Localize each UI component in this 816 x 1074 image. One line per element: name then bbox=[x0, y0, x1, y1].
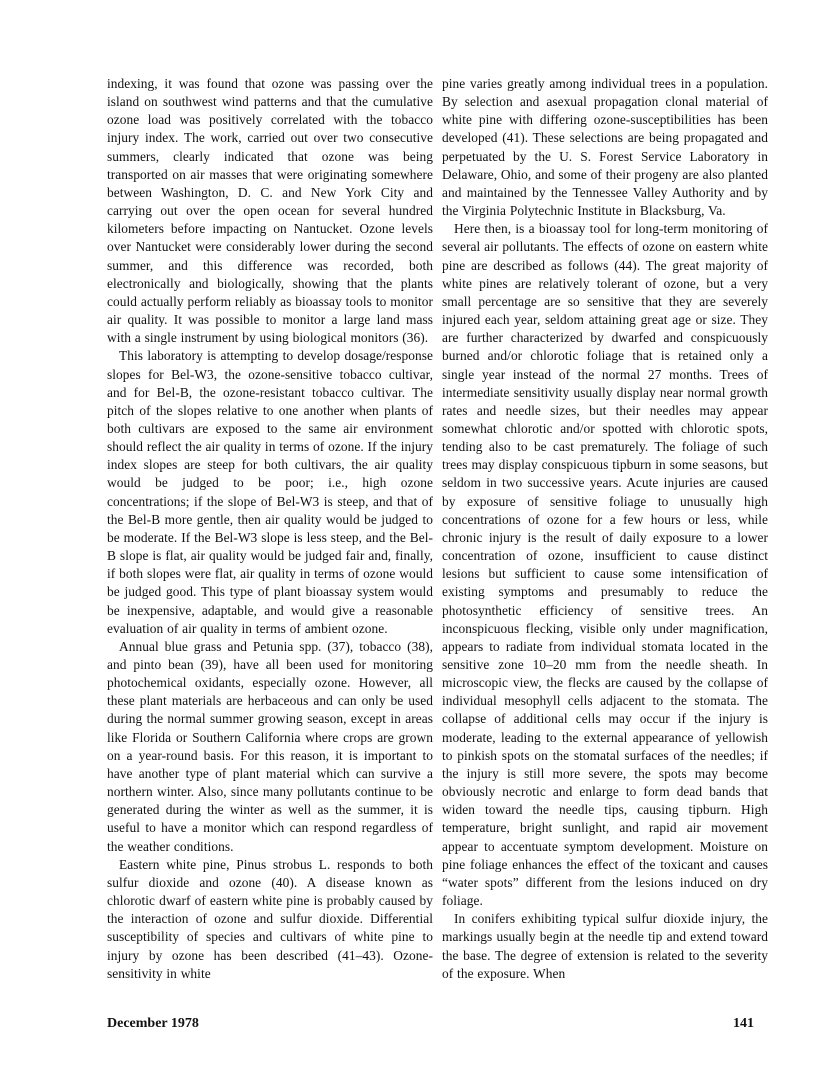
paragraph: Annual blue grass and Petunia spp. (37), tobacco (38), and pinto bean (39), have all been used for monitoring photochemical oxidants, especially ozone. However, all these plant materials are herbaceous and can only be used during the normal summer growing season, except in areas like Florida or Southern California where crops are grown on a year-round basis. For this reason, it is important to have another type of plant material which can survive a northern winter. Also, since many pollutants continue to be generated during the winter as well as the summer, it is useful to have a monitor which can respond regardless of the weather conditions. bbox=[107, 638, 433, 854]
paragraph: This laboratory is attempting to develop dosage/response slopes for Bel-W3, the ozone-sensitive tobacco cultivar, and for Bel-B, the ozone-resistant tobacco cultivar. The pitch of the slopes relative to one another when plants of both cultivars are exposed to the same air environment should reflect the air quality in terms of ozone. If the injury index slopes are steep for both cultivars, the air quality would be judged to be poor; i.e., high ozone concentrations; if the slope of Bel-W3 is steep, and that of the Bel-B more gentle, then air quality would be judged to be moderate. If the Bel-W3 slope is less steep, and the Bel-B slope is flat, air quality would be judged fair and, finally, if both slopes were flat, air quality in terms of ozone would be judged good. This type of plant bioassay system would be inexpensive, adaptable, and would give a reasonable evaluation of air quality in terms of ambient ozone. bbox=[107, 348, 433, 636]
footer-date: December 1978 bbox=[107, 1016, 199, 1031]
paragraph: In conifers exhibiting typical sulfur dioxide injury, the markings usually begin at the needle tip and extend toward the base. The degree of extension is related to the severity of the exposure. When bbox=[442, 911, 768, 981]
right-column bbox=[442, 75, 768, 983]
left-column bbox=[107, 75, 433, 983]
paragraph: Eastern white pine, Pinus strobus L. responds to both sulfur dioxide and ozone (40). A disease known as chlorotic dwarf of eastern white pine is probably caused by the interaction of ozone and sulfur dioxide. Differential susceptibility of species and cultivars of white pine to injury by ozone has been described (41–43). Ozone-sensitivity in white bbox=[107, 856, 433, 981]
paragraph: indexing, it was found that ozone was passing over the island on southwest wind patterns and that the cumulative ozone load was positively correlated with the tobacco injury index. The work, carried out over two consecutive summers, clearly indicated that ozone was being transported on air masses that were originating somewhere between Washington, D. C. and New York City and carrying out over the open ocean for several hundred kilometers before impacting on Nantucket. Ozone levels over Nantucket were considerably lower during the second summer, and this difference was recorded, both electronically and biologically, showing that the plants could actually perform reliably as bioassay tools to monitor air quality. It was possible to monitor a large land mass with a single instrument by using biological monitors (36). bbox=[107, 76, 433, 346]
paragraph: pine varies greatly among individual trees in a population. By selection and asexual propagation clonal material of white pine with differing ozone-susceptibilities has been developed (41). These selections are being propagated and perpetuated by the U. S. Forest Service Laboratory in Delaware, Ohio, and some of their progeny are also planted and maintained by the Tennessee Valley Authority and by the Virginia Polytechnic Institute in Blacksburg, Va. bbox=[442, 76, 768, 219]
page-number: 141 bbox=[733, 1016, 754, 1031]
paragraph: Here then, is a bioassay tool for long-term monitoring of several air pollutants. The effects of ozone on eastern white pine are described as follows (44). The great majority of white pines are relatively tolerant of ozone, but a very small percentage are so sensitive that they are severely injured each year, seldom attaining great age or size. They are further characterized by dwarfed and conspicuously burned and/or chlorotic foliage that is retained only a single year instead of the normal 27 months. Trees of intermediate sensitivity usually display near normal growth rates and needle sizes, but their needles may appear somewhat chlorotic and/or spotted with chlorotic spots, tending also to be cast prematurely. The foliage of such trees may display conspicuous tipburn in some seasons, but seldom in two successive years. Acute injuries are caused by exposure of sensitive foliage to unusually high concentrations of ozone for a few hours or less, while chronic injury is the result of daily exposure to a lower concentration of ozone, insufficient to cause distinct lesions but sufficient to cause some intensification of existing symptoms and presumably to reduce the photosynthetic efficiency of sensitive trees. An inconspicuous flecking, visible only under magnification, appears to radiate from individual stomata located in the sensitive zone 10–20 mm from the needle sheath. In microscopic view, the flecks are caused by the collapse of individual mesophyll cells adjacent to the stomata. The collapse of additional cells may occur if the injury is moderate, leading to the external appearance of yellowish to pinkish spots on the stomatal surfaces of the needles; if the injury is still more severe, the spots may become obviously necrotic and enlarge to form dead bands that widen toward the needle tips, causing tipburn. High temperature, bright sunlight, and rapid air movement appear to accentuate symptom development. Moisture on pine foliage enhances the effect of the toxicant and causes “water spots” different from the lesions induced on dry foliage. bbox=[442, 221, 768, 909]
